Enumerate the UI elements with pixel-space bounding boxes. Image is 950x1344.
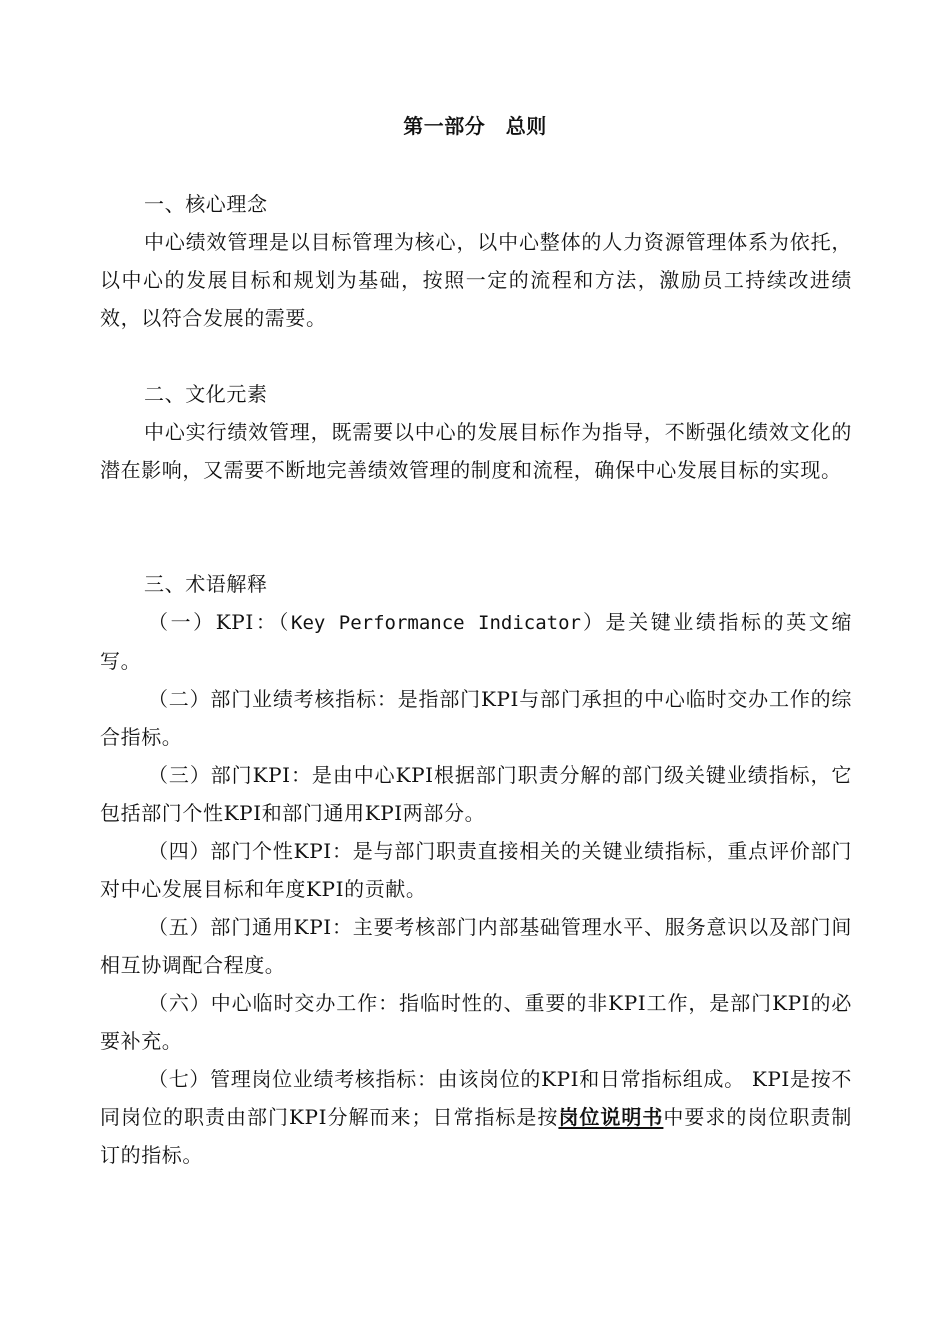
paragraph-core-concept: 中心绩效管理是以目标管理为核心，以中心整体的人力资源管理体系为依托，以中心的发展目标和规划为基础，按照一定的流程和方法，激励员工持续改进绩效，以符合发展的需要。 bbox=[100, 230, 852, 330]
term-1-english-name: Key Performance Indicator bbox=[291, 612, 581, 634]
job-description-link[interactable]: 岗位说明书 bbox=[558, 1105, 664, 1129]
section-body-core-concept bbox=[100, 223, 852, 337]
term-1-prefix: （一）KPI：（ bbox=[148, 610, 292, 634]
term-item-5: （五）部门通用KPI：主要考核部门内部基础管理水平、服务意识以及部门间相互协调配合程度。 bbox=[100, 915, 852, 977]
term-item-2: （二）部门业绩考核指标：是指部门KPI与部门承担的中心临时交办工作的综合指标。 bbox=[100, 687, 852, 749]
section-heading-core-concept: 一、核心理念 bbox=[144, 192, 268, 216]
term-item-1 bbox=[100, 603, 852, 680]
paragraph-culture: 中心实行绩效管理，既需要以中心的发展目标作为指导，不断强化绩效文化的潜在影响，又需要不断地完善绩效管理的制度和流程，确保中心发展目标的实现。 bbox=[100, 420, 852, 482]
term-item-6: （六）中心临时交办工作：指临时性的、重要的非KPI工作，是部门KPI的必要补充。 bbox=[100, 991, 852, 1053]
section-body-culture bbox=[100, 413, 852, 489]
term-7-text-before: （七）管理岗位业绩考核指标：由该岗位的KPI和日常指标组成。 KPI是按不同岗位的职责由部门KPI分解而来；日常指标是按 bbox=[100, 1067, 852, 1129]
term-item-4: （四）部门个性KPI：是与部门职责直接相关的关键业绩指标，重点评价部门对中心发展目标和年度KPI的贡献。 bbox=[100, 839, 852, 901]
section-heading-culture: 二、文化元素 bbox=[144, 382, 268, 406]
page-title: 第一部分 总则 bbox=[403, 114, 547, 138]
term-7-text-after: 中要求的岗位职责制订的指标。 bbox=[100, 1105, 852, 1167]
term-item-3: （三）部门KPI：是由中心KPI根据部门职责分解的部门级关键业绩指标，它包括部门个性KPI和部门通用KPI两部分。 bbox=[100, 763, 852, 825]
section-heading-terms: 三、术语解释 bbox=[144, 572, 268, 596]
term-item-7 bbox=[100, 1060, 852, 1174]
term-1-suffix: ）是关键业绩指标的英文缩写。 bbox=[100, 610, 852, 673]
terms-list bbox=[100, 603, 852, 1174]
